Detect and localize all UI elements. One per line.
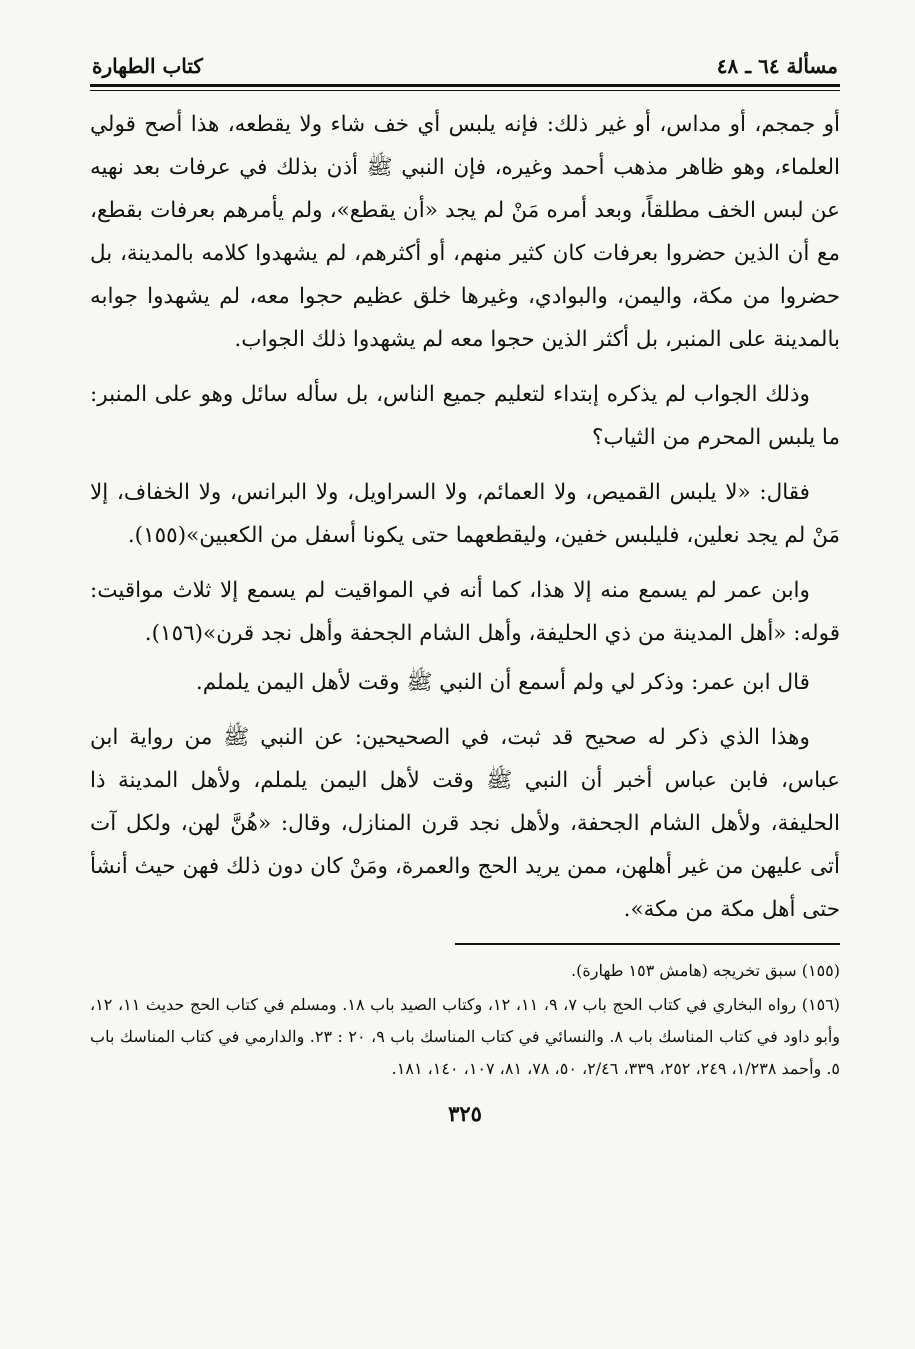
main-text <box>90 103 840 931</box>
header-section-title: مسألة ٦٤ ـ ٤٨ <box>716 54 838 78</box>
footnote-divider <box>455 943 840 945</box>
page-number: ٣٢٥ <box>448 1101 482 1126</box>
paragraph-6: وهذا الذي ذكر له صحيح قد ثبت، في الصحيحين: عن النبي ﷺ من رواية ابن عباس، فابن عباس أخبر أن النبي ﷺ وقت لأهل اليمن يلملم، ولأهل المدينة ذا الحليفة، ولأهل الشام الجحفة، ولأهل نجد قرن المنازل، وقال: «هُنَّ لهن، ولكل آت أتى عليهن من غير أهلهن، ممن يريد الحج والعمرة، ومَنْ كان دون ذلك فهن حيث أنشأ حتى أهل مكة من مكة». <box>90 725 840 922</box>
footnotes <box>90 955 840 1085</box>
paragraph-1: أو جمجم، أو مداس، أو غير ذلك: فإنه يلبس أي خف شاء ولا يقطعه، هذا أصح قولي العلماء، وهو ظاهر مذهب أحمد وغيره، فإن النبي ﷺ أذن بذلك في عرفات بعد نهيه عن لبس الخف مطلقاً، وبعد أمره مَنْ لم يجد «أن يقطع»، ولم يأمرهم بعرفات بقطع، مع أن الذين حضروا بعرفات كان كثير منهم، أو أكثرهم، لم يشهدوا كلامه بالمدينة، بل حضروا من مكة، واليمن، والبوادي، وغيرها خلق عظيم حجوا معه، لم يشهدوا جوابه بالمدينة على المنبر، بل أكثر الذين حجوا معه لم يشهدوا ذلك الجواب. <box>90 112 840 352</box>
paragraph-3: فقال: «لا يلبس القميص، ولا العمائم، ولا السراويل، ولا البرانس، ولا الخفاف، إلا مَنْ لم يجد نعلين، فليلبس خفين، وليقطعهما حتى يكونا أسفل من الكعبين»(١٥٥). <box>90 480 840 548</box>
paragraph-5: قال ابن عمر: وذكر لي ولم أسمع أن النبي ﷺ وقت لأهل اليمن يلملم. <box>195 670 810 695</box>
footnote-156: (١٥٦) رواه البخاري في كتاب الحج باب ٧، ٩، ١١، ١٢، وكتاب الصيد باب ١٨. ومسلم في كتاب الحج حديث ١١، ١٢، وأبو داود في كتاب المناسك باب ٨. والنسائي في كتاب المناسك باب ٩، ٢٠ : ٢٣. والدارمي في كتاب المناسك باب ٥. وأحمد ١/٢٣٨، ٢٤٩، ٢٥٢، ٣٣٩، ٢/٤٦، ٥٠، ٧٨، ٨١، ١٠٧، ١٤٠، ١٨١. <box>90 995 841 1078</box>
header-book-title: كتاب الطهارة <box>92 54 203 78</box>
running-header <box>90 40 840 78</box>
paragraph-2: وذلك الجواب لم يذكره إبتداء لتعليم جميع الناس، بل سأله سائل وهو على المنبر: ما يلبس المحرم من الثياب؟ <box>90 382 840 450</box>
footnote-155: (١٥٥) سبق تخريجه (هامش ١٥٣ طهارة). <box>571 961 840 980</box>
header-divider <box>90 84 840 91</box>
paragraph-4: وابن عمر لم يسمع منه إلا هذا، كما أنه في المواقيت لم يسمع إلا ثلاث مواقيت: قوله: «أهل المدينة من ذي الحليفة، وأهل الشام الجحفة وأهل نجد قرن»(١٥٦). <box>90 578 840 646</box>
